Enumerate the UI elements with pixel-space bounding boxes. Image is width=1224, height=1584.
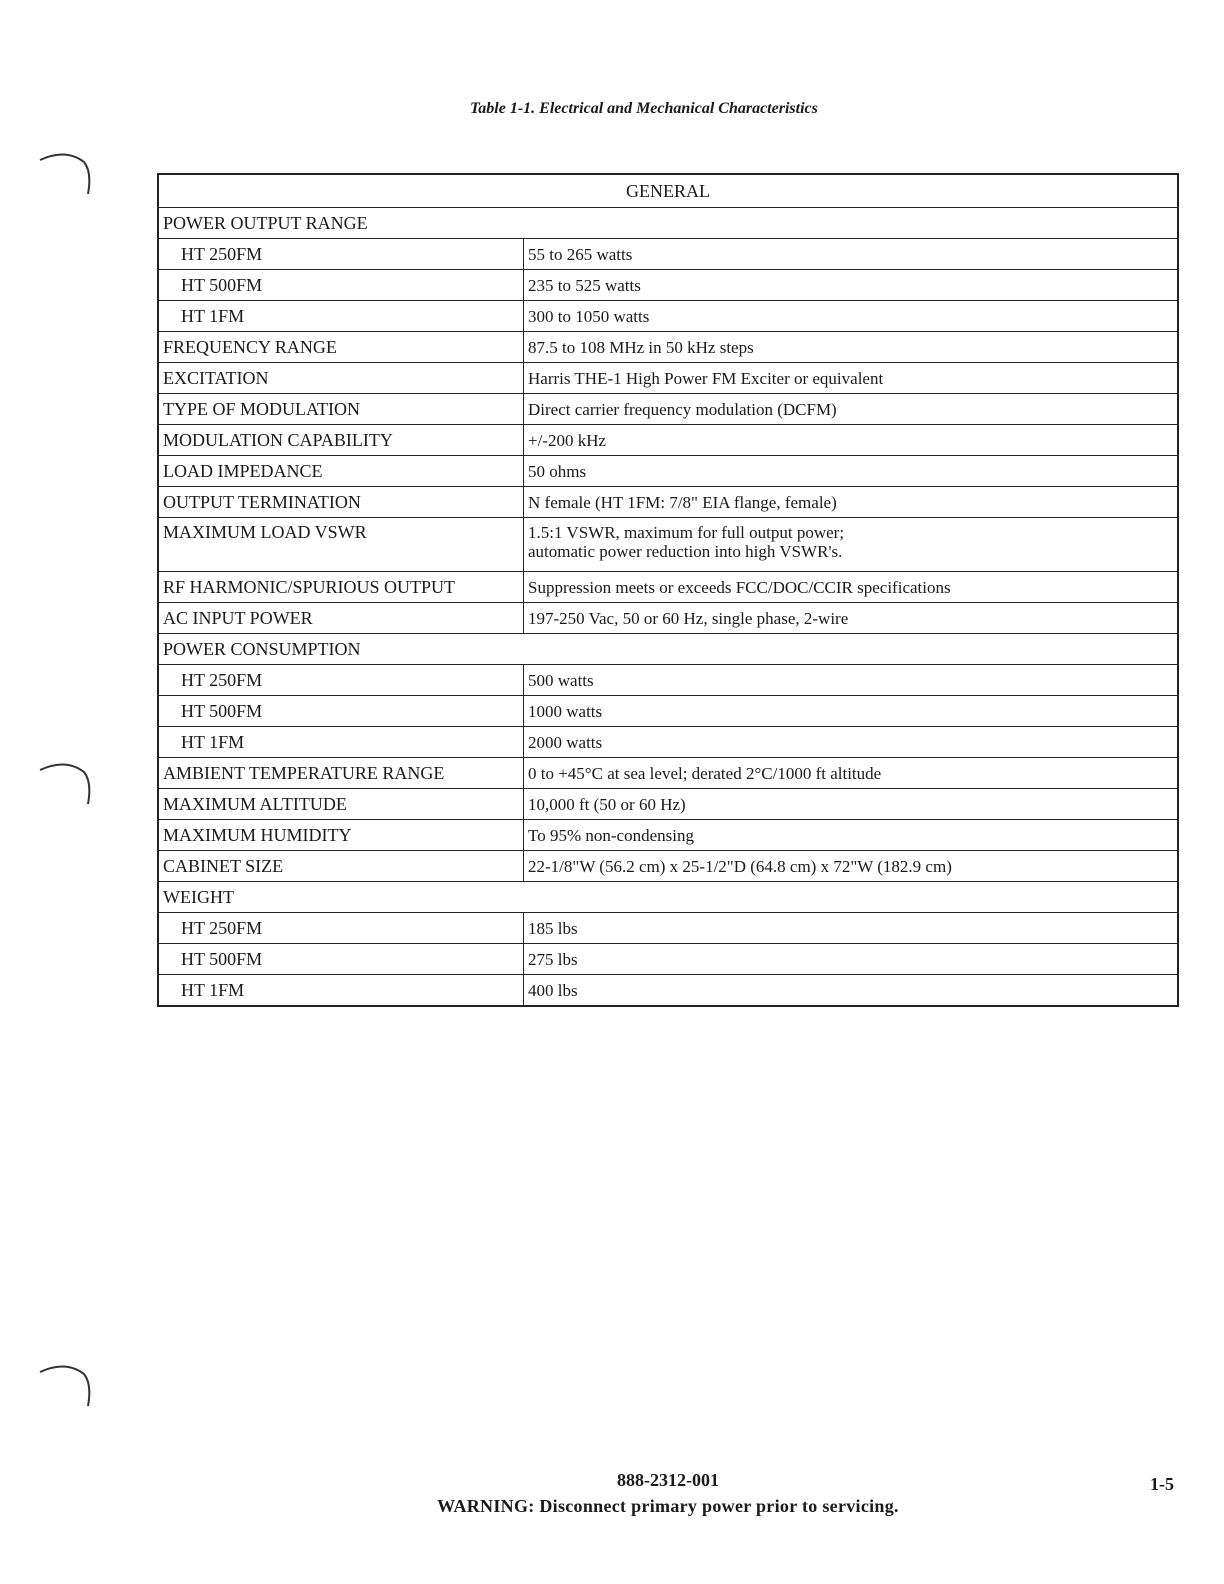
param-cell: OUTPUT TERMINATION	[158, 487, 524, 518]
binder-hole-mark	[36, 758, 96, 808]
param-cell: MODULATION CAPABILITY	[158, 425, 524, 456]
value-line: automatic power reduction into high VSWR's.	[528, 542, 843, 561]
param-cell: HT 1FM	[158, 975, 524, 1007]
param-cell: FREQUENCY RANGE	[158, 332, 524, 363]
table-row	[158, 239, 1178, 270]
value-cell: 235 to 525 watts	[524, 270, 1179, 301]
param-cell: POWER OUTPUT RANGE	[158, 208, 1178, 239]
param-cell: POWER CONSUMPTION	[158, 634, 1178, 665]
table-row	[158, 882, 1178, 913]
param-cell: HT 250FM	[158, 913, 524, 944]
value-cell: 2000 watts	[524, 727, 1179, 758]
table-row	[158, 851, 1178, 882]
table-row	[158, 332, 1178, 363]
value-cell: 0 to +45°C at sea level; derated 2°C/1000 ft altitude	[524, 758, 1179, 789]
value-cell: 275 lbs	[524, 944, 1179, 975]
warning-text: WARNING: Disconnect primary power prior to servicing.	[437, 1496, 899, 1516]
param-cell: MAXIMUM LOAD VSWR	[158, 518, 524, 572]
param-cell: HT 500FM	[158, 944, 524, 975]
table-row	[158, 425, 1178, 456]
binder-hole-mark	[36, 148, 96, 198]
param-cell: EXCITATION	[158, 363, 524, 394]
value-cell: 185 lbs	[524, 913, 1179, 944]
param-cell: MAXIMUM ALTITUDE	[158, 789, 524, 820]
table-row	[158, 487, 1178, 518]
param-cell: HT 250FM	[158, 665, 524, 696]
value-cell: 1000 watts	[524, 696, 1179, 727]
table-row	[158, 727, 1178, 758]
value-cell: +/-200 kHz	[524, 425, 1179, 456]
value-cell: 300 to 1050 watts	[524, 301, 1179, 332]
value-cell: 87.5 to 108 MHz in 50 kHz steps	[524, 332, 1179, 363]
param-cell: HT 1FM	[158, 301, 524, 332]
param-cell: AC INPUT POWER	[158, 603, 524, 634]
table-header: GENERAL	[158, 174, 1178, 208]
value-cell: 197-250 Vac, 50 or 60 Hz, single phase, 2-wire	[524, 603, 1179, 634]
table-row	[158, 603, 1178, 634]
value-cell: 55 to 265 watts	[524, 239, 1179, 270]
table-caption: Table 1-1. Electrical and Mechanical Characteristics	[470, 100, 818, 117]
table-row	[158, 975, 1178, 1007]
table-header-row	[158, 174, 1178, 208]
table-row	[158, 820, 1178, 851]
table-row	[158, 456, 1178, 487]
page-number: 1-5	[1150, 1474, 1174, 1494]
table-row	[158, 913, 1178, 944]
table-row	[158, 634, 1178, 665]
table-row	[158, 394, 1178, 425]
binder-hole-mark	[36, 1360, 96, 1410]
value-cell	[524, 518, 1179, 572]
value-line: 1.5:1 VSWR, maximum for full output power;	[528, 523, 845, 542]
param-cell: HT 1FM	[158, 727, 524, 758]
table-row	[158, 572, 1178, 603]
value-cell: To 95% non-condensing	[524, 820, 1179, 851]
characteristics-table	[157, 173, 1179, 1007]
value-cell: Suppression meets or exceeds FCC/DOC/CCIR specifications	[524, 572, 1179, 603]
param-cell: TYPE OF MODULATION	[158, 394, 524, 425]
value-cell: 400 lbs	[524, 975, 1179, 1007]
table-row	[158, 301, 1178, 332]
table-row	[158, 789, 1178, 820]
table-row	[158, 363, 1178, 394]
param-cell: CABINET SIZE	[158, 851, 524, 882]
table-row	[158, 944, 1178, 975]
param-cell: LOAD IMPEDANCE	[158, 456, 524, 487]
value-cell: Harris THE-1 High Power FM Exciter or equivalent	[524, 363, 1179, 394]
value-cell: 500 watts	[524, 665, 1179, 696]
param-cell: WEIGHT	[158, 882, 1178, 913]
param-cell: HT 250FM	[158, 239, 524, 270]
value-cell: Direct carrier frequency modulation (DCFM)	[524, 394, 1179, 425]
table-row	[158, 208, 1178, 239]
param-cell: RF HARMONIC/SPURIOUS OUTPUT	[158, 572, 524, 603]
value-cell: 10,000 ft (50 or 60 Hz)	[524, 789, 1179, 820]
table-row	[158, 270, 1178, 301]
document-number: 888-2312-001	[617, 1470, 719, 1490]
value-cell: N female (HT 1FM: 7/8" EIA flange, female)	[524, 487, 1179, 518]
table-row	[158, 518, 1178, 572]
param-cell: MAXIMUM HUMIDITY	[158, 820, 524, 851]
param-cell: HT 500FM	[158, 270, 524, 301]
value-cell: 50 ohms	[524, 456, 1179, 487]
table-row	[158, 758, 1178, 789]
param-cell: HT 500FM	[158, 696, 524, 727]
param-cell: AMBIENT TEMPERATURE RANGE	[158, 758, 524, 789]
table-row	[158, 665, 1178, 696]
table-row	[158, 696, 1178, 727]
value-cell: 22-1/8"W (56.2 cm) x 25-1/2"D (64.8 cm) x 72"W (182.9 cm)	[524, 851, 1179, 882]
